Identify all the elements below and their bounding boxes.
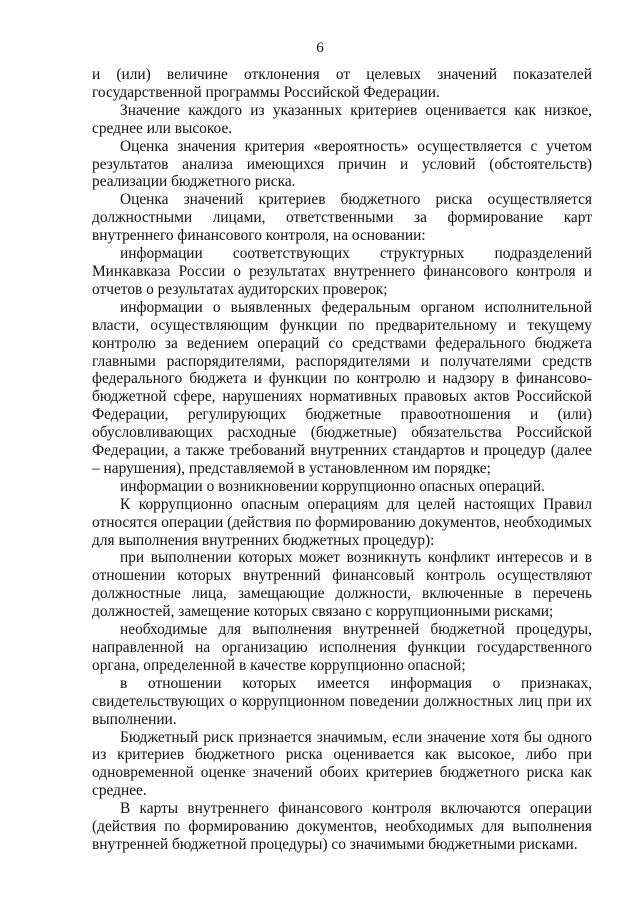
list-item-paragraph: информации о выявленных федеральным органом исполнительной власти, осуществляющим функции по предварительному и текущему контролю за ведением операций со средствами федерального бюджета главными распорядителями, распорядителями и получателями средств федерального бюджета и функции по контролю и надзору в финансово-бюджетной сфере, нарушениях нормативных правовых актов Российской Федерации, регулирующих бюджетные правоотношения и (или) обусловливающих расходные (бюджетные) обязательства Российской Федерации, а также требований внутренних стандартов и процедур (далее – нарушения), представляемой в установленном им порядке; — [92, 298, 592, 477]
page-number: 6 — [316, 40, 324, 56]
paragraph: К коррупционно опасным операциям для целей настоящих Правил относятся операции (действия по формированию документов, необходимых для выполнения внутренних бюджетных процедур): — [92, 495, 592, 549]
paragraph-continuation: и (или) величине отклонения от целевых значений показателей государственной программы Российской Федерации. — [92, 66, 592, 101]
paragraph: Оценка значений критериев бюджетного риска осуществляется должностными лицами, ответственными за формирование карт внутреннего финансового контроля, на основании: — [92, 191, 592, 245]
paragraph: Бюджетный риск признается значимым, если значение хотя бы одного из критериев бюджетного риска оценивается как высокое, либо при одновременной оценке значений обоих критериев бюджетного риска как среднее. — [92, 728, 592, 800]
list-item-paragraph: в отношении которых имеется информация о признаках, свидетельствующих о коррупционном поведении должностных лиц при их выполнении. — [92, 674, 592, 728]
document-body — [92, 66, 592, 854]
list-item-paragraph: необходимые для выполнения внутренней бюджетной процедуры, направленной на организацию исполнения функции государственного органа, определенной в качестве коррупционно опасной; — [92, 621, 592, 674]
list-item-paragraph: информации о возникновении коррупционно опасных операций. — [120, 477, 545, 495]
list-item-paragraph: при выполнении которых может возникнуть конфликт интересов и в отношении которых внутренний финансовый контроль осуществляют должностные лица, замещающие должности, включенные в перечень должностей, замещение которых связано с коррупционными рисками; — [92, 549, 592, 621]
paragraph: В карты внутреннего финансового контроля включаются операции (действия по формированию документов, необходимых для выполнения внутренней бюджетной процедуры) со значимыми бюджетными рисками. — [92, 800, 592, 853]
paragraph: Значение каждого из указанных критериев оценивается как низкое, среднее или высокое. — [92, 101, 592, 137]
list-item-paragraph: информации соответствующих структурных подразделений Минкавказа России о результатах внутреннего финансового контроля и отчетов о результатах аудиторских проверок; — [92, 245, 592, 298]
paragraph: Оценка значения критерия «вероятность» осуществляется с учетом результатов анализа имеющихся причин и условий (обстоятельств) реализации бюджетного риска. — [92, 137, 592, 191]
